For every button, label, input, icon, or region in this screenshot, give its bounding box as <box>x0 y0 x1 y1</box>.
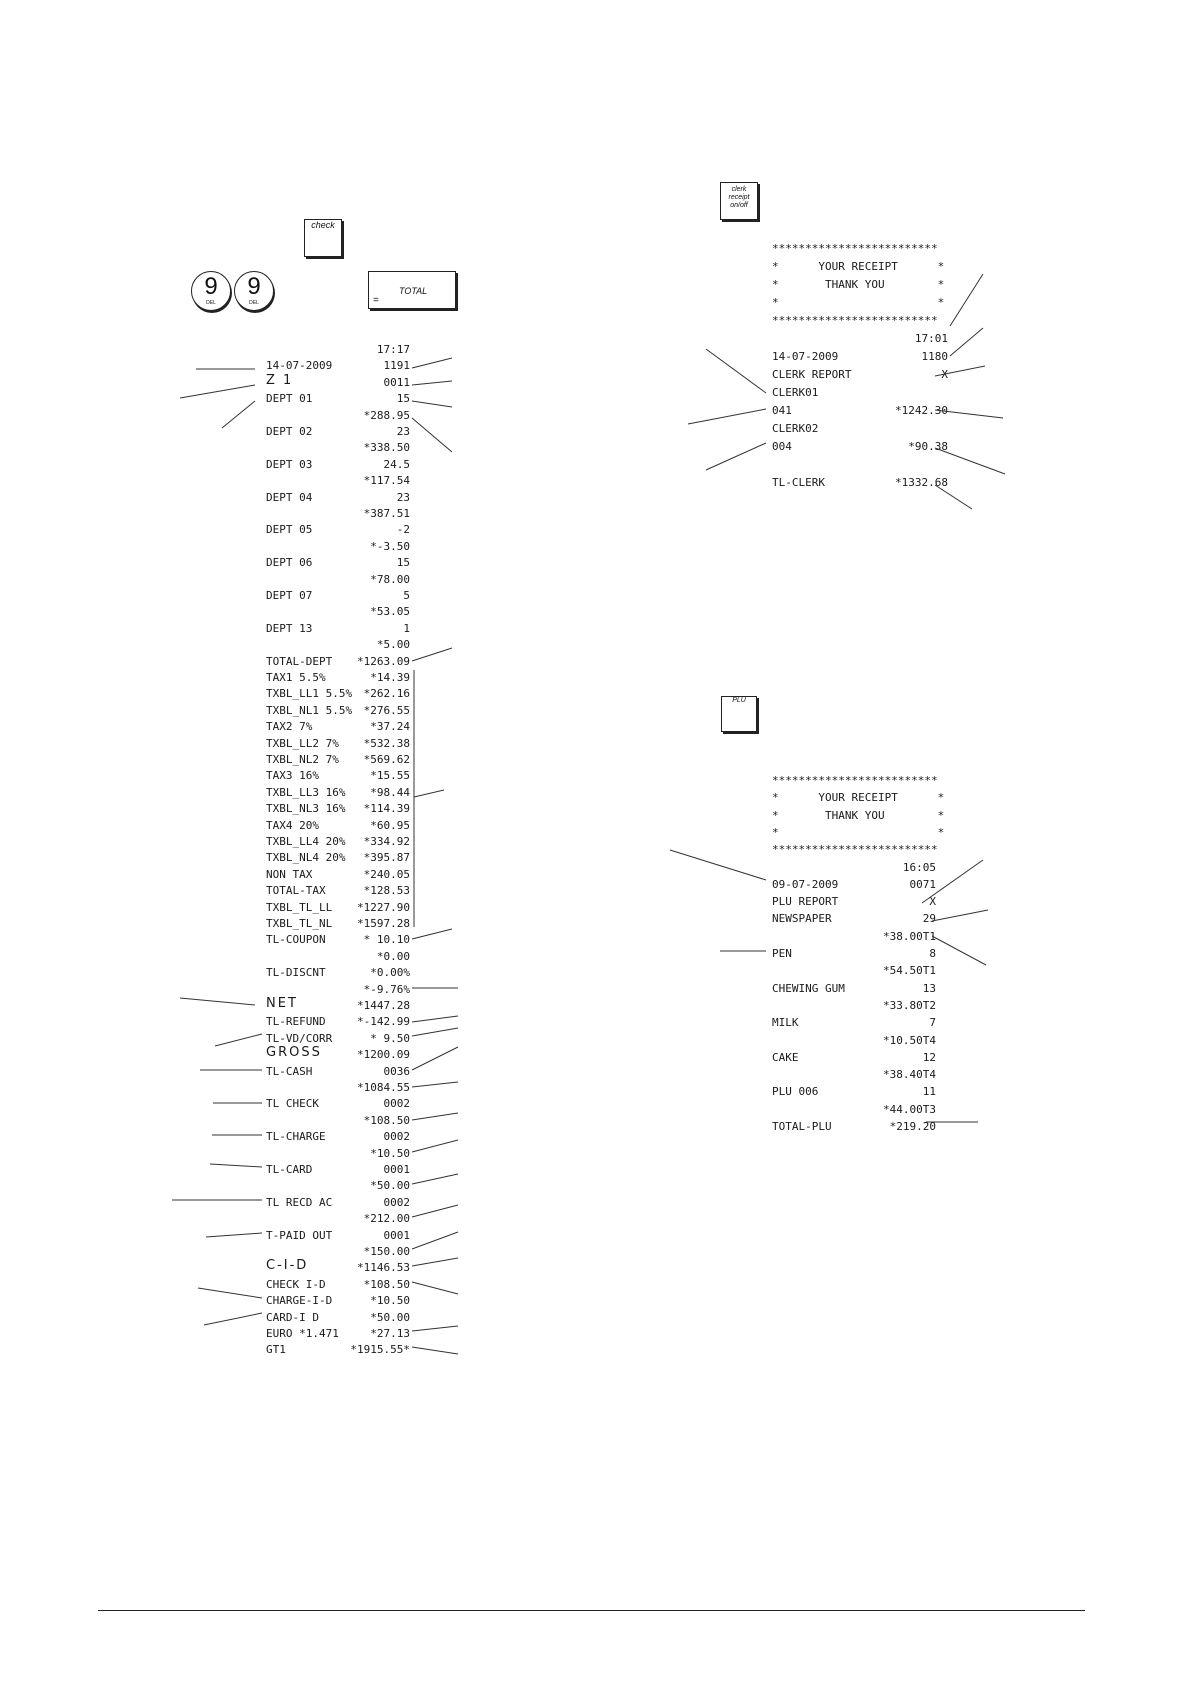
z-report-row-value: *114.39 <box>363 802 410 816</box>
z-report-row-value: *5.00 <box>376 638 410 652</box>
clerk-report-row-value: *1332.68 <box>895 476 948 489</box>
plu-report-row-value: *44.00T3 <box>883 1102 936 1116</box>
z-report-row-value: *150.00 <box>363 1245 410 1258</box>
z-report-row-value: *-9.76% <box>363 982 410 996</box>
plu-report-row-value: *54.50T1 <box>883 964 936 978</box>
plu-report-row-value: X <box>929 895 936 909</box>
z-report-row-label: DEPT 05 <box>266 523 313 537</box>
z-report-row-label: C-I-D <box>266 1258 309 1274</box>
plu-report-row-value: 29 <box>922 912 936 926</box>
z-report-row-label: TAX1 5.5% <box>266 671 326 684</box>
z-report-row-value: *108.50 <box>363 1277 410 1291</box>
nine-key-1-sub: DEL <box>206 300 216 306</box>
plu-report-row-value: 12 <box>922 1050 936 1064</box>
nine-key-1-digit: 9 <box>204 273 218 300</box>
plu-report-row-label: PLU 006 <box>772 1085 819 1099</box>
clerk-report-row-label: ************************* <box>772 314 938 327</box>
z-report-row-label: TXBL_LL3 16% <box>266 785 346 799</box>
z-report-row-value: *50.00 <box>370 1179 410 1193</box>
z-report-row-value: 23 <box>396 425 410 438</box>
z-report-row-value: *1447.28 <box>357 999 410 1012</box>
z-report-row-value: 0002 <box>383 1195 410 1209</box>
clerk-report-row-label: 14-07-2009 <box>772 350 839 363</box>
z-report-row-value: *117.54 <box>363 474 410 488</box>
total-key-eq: = <box>373 295 379 306</box>
clerk-report-row-label: TL-CLERK <box>772 476 825 489</box>
z-report-row-label: TXBL_NL2 7% <box>266 753 339 766</box>
z-report-row-value: *1146.53 <box>357 1261 410 1275</box>
z-report-row-value: 15 <box>396 392 410 406</box>
clerk-report-row-value: *90.38 <box>908 440 948 453</box>
clerk-key-line1: clerk <box>731 186 747 193</box>
z-report-row-value: *0.00% <box>370 966 410 980</box>
z-report-row-label: TXBL_NL4 20% <box>266 851 346 865</box>
z-report-row-value: -2 <box>396 523 410 537</box>
z-report-row-value: *-142.99 <box>357 1015 410 1029</box>
z-report-row-label: TXBL_NL3 16% <box>266 802 346 816</box>
z-report-row-label: EURO *1.471 <box>266 1327 339 1340</box>
z-report-row-value: *387.51 <box>363 507 410 520</box>
clerk-report-row-label: CLERK REPORT <box>772 368 852 381</box>
z-report-row-label: DEPT 04 <box>266 490 313 504</box>
clerk-report-row-label: 004 <box>772 440 792 453</box>
z-report-row-value: *334.92 <box>363 835 410 848</box>
z-report-row-label: TL-COUPON <box>266 933 326 947</box>
z-report-row-value: *1597.28 <box>357 917 410 930</box>
plu-report-row-value: 7 <box>929 1016 936 1030</box>
z-report-row-label: TXBL_NL1 5.5% <box>266 703 353 717</box>
z-report-row-label: T-PAID OUT <box>266 1228 333 1242</box>
z-report-row-label: TOTAL-TAX <box>266 884 326 898</box>
z-report-row-value: *338.50 <box>363 441 410 455</box>
plu-report-row-value: 16:05 <box>902 860 936 874</box>
plu-report-row-label: ************************* <box>772 774 938 787</box>
page-footer-rule <box>98 1610 1085 1611</box>
z-report-row-label: DEPT 01 <box>266 392 313 406</box>
total-key-label: TOTAL <box>399 286 428 296</box>
z-report-row-value: *50.00 <box>370 1310 410 1324</box>
z-report-row-value: *240.05 <box>363 867 410 881</box>
z-report-row-label: TL-CARD <box>266 1163 313 1176</box>
z-report-row-label: TL-VD/CORR <box>266 1031 333 1045</box>
z-report-row-label: TXBL_LL4 20% <box>266 835 346 848</box>
z-report-row-value: *15.55 <box>370 769 410 783</box>
clerk-report-row-value: X <box>941 368 948 381</box>
z-report-row-value: *10.50 <box>370 1146 410 1160</box>
z-report-row-value: *0.00 <box>376 949 410 963</box>
z-report-row-value: 17:17 <box>376 343 410 356</box>
z-report-row-value: *78.00 <box>370 572 410 586</box>
z-report-row-value: *60.95 <box>370 818 410 832</box>
z-report-row-label: TXBL_TL_NL <box>266 917 333 930</box>
z-report-row-label: DEPT 03 <box>266 457 313 471</box>
z-report-row-value: 0036 <box>383 1064 410 1078</box>
z-report-row-value: 0002 <box>383 1097 410 1111</box>
z-report-row-value: *288.95 <box>363 408 410 422</box>
z-report-row-value: *108.50 <box>363 1113 410 1127</box>
clerk-report-row-label: * YOUR RECEIPT * <box>772 260 945 273</box>
z-report-row-label: TXBL_LL1 5.5% <box>266 687 353 701</box>
z-report-row-value: 23 <box>396 490 410 504</box>
z-report-row-value: 0001 <box>383 1228 410 1242</box>
plu-report-row-value: *33.80T2 <box>883 998 936 1012</box>
z-report-row-label: DEPT 07 <box>266 589 313 602</box>
z-report-row-value: *37.24 <box>370 720 410 734</box>
z-report-row-label: CHARGE-I-D <box>266 1294 333 1308</box>
z-report-row-label: TXBL_LL2 7% <box>266 736 339 750</box>
plu-report-row-label: CAKE <box>772 1050 799 1064</box>
z-report-row-label: TL-DISCNT <box>266 966 326 980</box>
z-report-row-label: GROSS <box>266 1045 322 1061</box>
plu-report-row-label: * * <box>772 825 945 839</box>
z-report-row-value: 24.5 <box>383 457 410 471</box>
check-key-label: check <box>311 220 335 230</box>
z-report-row-label: TL-CASH <box>266 1064 313 1078</box>
z-report-row-label: DEPT 02 <box>266 425 313 438</box>
z-report-row-value: *212.00 <box>363 1212 410 1226</box>
z-report-row-value: 0002 <box>383 1130 410 1144</box>
plu-report-row-label: PEN <box>772 947 792 960</box>
z-report-row-value: 5 <box>403 589 410 602</box>
plu-report-row-label: * YOUR RECEIPT * <box>772 791 945 805</box>
clerk-report-row-label: CLERK01 <box>772 386 819 399</box>
z-report-row-label: TAX2 7% <box>266 720 313 734</box>
z-report-row-label: CARD-I D <box>266 1310 319 1324</box>
plu-report-row-label: TOTAL-PLU <box>772 1120 832 1133</box>
z-report-row-value: *569.62 <box>363 753 410 766</box>
plu-report-row-value: *38.40T4 <box>883 1068 936 1082</box>
plu-report-row-label: ************************* <box>772 843 938 857</box>
z-report-row-value: *1915.55* <box>350 1343 410 1357</box>
z-report-row-value: *1263.09 <box>357 654 410 668</box>
plu-report-row-value: *219.20 <box>889 1120 936 1133</box>
plu-key-label: PLU <box>732 697 746 704</box>
z-report-row-label: NON TAX <box>266 867 313 881</box>
z-report-row-value: 0011 <box>383 375 410 389</box>
z-report-row-label: DEPT 06 <box>266 556 313 570</box>
z-report-row-value: *53.05 <box>370 605 410 619</box>
plu-report-row-value: 13 <box>922 981 936 995</box>
z-report-row-value: *532.38 <box>363 736 410 750</box>
z-report-row-label: TAX4 20% <box>266 818 319 832</box>
z-report-row-value: *276.55 <box>363 703 410 717</box>
clerk-report-row-label: 041 <box>772 404 792 417</box>
z-report-row-value: * 10.10 <box>363 933 410 947</box>
z-report-row-label: Z 1 <box>266 372 294 388</box>
z-report-row-label: TXBL_TL_LL <box>266 900 333 914</box>
z-report-row-label: TL CHECK <box>266 1097 319 1111</box>
z-report-row-value: 1191 <box>383 359 410 373</box>
plu-report-row-value: 11 <box>922 1085 936 1099</box>
clerk-report-row-value: 1180 <box>921 350 948 363</box>
plu-report-row-label: NEWSPAPER <box>772 912 832 926</box>
clerk-report-row-value: *1242.30 <box>895 404 948 417</box>
clerk-report-row-value: 17:01 <box>914 332 948 345</box>
z-report-row-value: *-3.50 <box>370 539 410 553</box>
z-report-row-label: TL-CHARGE <box>266 1130 326 1144</box>
clerk-key-line3: on/off <box>730 202 748 209</box>
plu-report-row-label: CHEWING GUM <box>772 981 845 995</box>
clerk-key-line2: receipt <box>728 194 750 201</box>
clerk-report-row-label: * THANK YOU * <box>772 278 945 291</box>
z-report-row-label: TL RECD AC <box>266 1195 333 1209</box>
z-report-row-value: 0001 <box>383 1163 410 1176</box>
z-report-row-label: TAX3 16% <box>266 769 319 783</box>
z-report-row-label: NET <box>266 996 298 1011</box>
z-report-row-label: TL-REFUND <box>266 1015 326 1029</box>
z-report-row-value: 15 <box>396 556 410 570</box>
plu-report-row-value: *38.00T1 <box>883 929 936 943</box>
plu-report-row-value: *10.50T4 <box>883 1033 936 1047</box>
plu-report-row-label: * THANK YOU * <box>772 808 945 822</box>
z-report-row-value: *395.87 <box>363 851 410 865</box>
z-report-row-value: *10.50 <box>370 1294 410 1308</box>
z-report-row-value: *128.53 <box>363 884 410 898</box>
z-report-row-label: GT1 <box>266 1343 286 1357</box>
z-report-row-value: *1227.90 <box>357 900 410 914</box>
plu-report-row-label: PLU REPORT <box>772 895 839 909</box>
z-report-row-label: CHECK I-D <box>266 1277 326 1291</box>
z-report-row-label: 14-07-2009 <box>266 359 333 373</box>
clerk-report-row-label: ************************* <box>772 242 938 255</box>
z-report-row-value: *14.39 <box>370 671 410 684</box>
z-report-row-label: TOTAL-DEPT <box>266 654 333 668</box>
z-report-row-value: *98.44 <box>370 785 410 799</box>
z-report-row-value: *1200.09 <box>357 1048 410 1062</box>
clerk-report-row-label: * * <box>772 296 945 309</box>
plu-report-row-label: MILK <box>772 1016 799 1030</box>
z-report-row-value: *1084.55 <box>357 1081 410 1094</box>
plu-report-row-value: 0071 <box>909 877 936 891</box>
clerk-report-row-label: CLERK02 <box>772 422 819 435</box>
z-report-row-label: DEPT 13 <box>266 621 313 635</box>
nine-key-2-digit: 9 <box>247 273 261 300</box>
z-report-row-value: *27.13 <box>370 1327 410 1340</box>
z-report-row-value: * 9.50 <box>370 1031 410 1045</box>
plu-report-row-value: 8 <box>929 947 936 960</box>
z-report-row-value: 1 <box>403 621 410 635</box>
nine-key-2-sub: DEL <box>249 300 259 306</box>
z-report-row-value: *262.16 <box>363 687 410 701</box>
plu-report-row-label: 09-07-2009 <box>772 877 839 891</box>
